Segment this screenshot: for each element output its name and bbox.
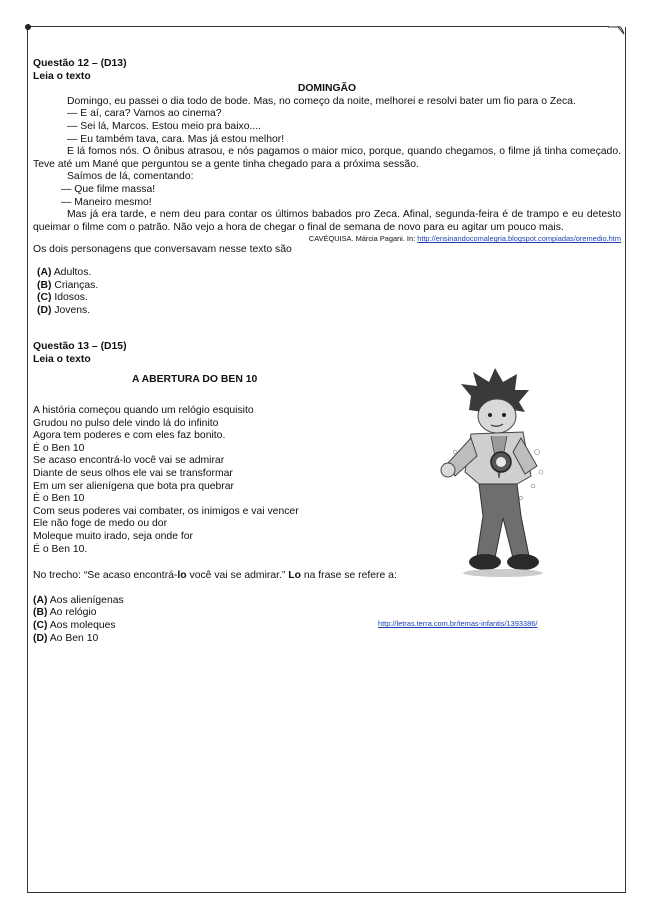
q12-header: Questão 12 – (D13) (33, 58, 127, 69)
q13-option-a[interactable]: (A) Aos alienígenas (33, 594, 124, 606)
q13-header: Questão 13 – (D15) (33, 341, 127, 353)
q12-source (33, 234, 621, 244)
q13-option-d[interactable]: (D) Ao Ben 10 (33, 632, 99, 644)
poem-line: A história começou quando um relógio esquisito (33, 405, 254, 417)
q12-dialogue-line: — Que filme massa! (61, 183, 156, 195)
poem-line: É o Ben 10 (33, 493, 85, 505)
q12-option-c[interactable]: (C) Idosos. (37, 292, 88, 304)
worksheet-content (33, 58, 621, 645)
q12-paragraph-4: Mas já era tarde, e nem deu para contar os últimos babados pro Zeca. Afinal, segunda-feira é de trampo e eu detesto queimar o filme com o patrão. Não vejo a hora de chegar o final de semana de novo para eu agitar um pouco mais. (33, 209, 621, 233)
q12-dialogue-line: — E aí, cara? Vamos ao cinema? (67, 108, 222, 120)
q12-dialogue-line: — Eu também tava, cara. Mas já estou melhor! (67, 133, 285, 145)
poem-line: Em um ser alienígena que bota pra quebrar (33, 480, 235, 492)
q12-dialogue-line: — Maneiro mesmo! (61, 196, 152, 208)
poem-line: É o Ben 10 (33, 442, 85, 454)
q12-paragraph-3: Saímos de lá, comentando: (67, 171, 194, 183)
poem-line: Grudou no pulso dele vindo lá do infinito (33, 417, 219, 429)
q12-options (33, 267, 621, 317)
poem-line: Diante de seus olhos ele vai se transformar (33, 468, 233, 480)
poem-line: Com seus poderes vai combater, os inimigos e vai vencer (33, 505, 299, 517)
corner-marker (25, 24, 31, 30)
q12-text-title: DOMINGÃO (297, 83, 357, 95)
q12-option-d[interactable]: (D) Jovens. (37, 304, 91, 316)
q13-option-b[interactable]: (B) Ao relógio (33, 607, 97, 619)
q12-instruction: Leia o texto (33, 70, 91, 82)
q12-source-text: CAVÉQUISA. Márcia Pagani. In: (308, 234, 418, 244)
poem-line: É o Ben 10. (33, 543, 88, 555)
q12-option-b[interactable]: (B) Crianças. (37, 279, 99, 291)
q13-option-c[interactable]: (C) Aos moleques (33, 619, 116, 631)
poem-line: Se acaso encontrá-lo você vai se admirar (33, 455, 225, 467)
q12-paragraph-2: E lá fomos nós. O ônibus atrasou, e nós pagamos o maior mico, porque, quando chegamos, o filme já tinha começado. Teve até um Mané que perguntou se a gente tinha chegado para a próxima sessão. (33, 146, 621, 170)
ben10-character-illustration (433, 366, 563, 581)
q12-dialogue-line: — Sei lá, Marcos. Estou meio pra baixo.... (67, 120, 262, 132)
poem-line: Agora tem poderes e com eles faz bonito. (33, 430, 226, 442)
q12-paragraph-1: Domingo, eu passei o dia todo de bode. Mas, no começo da noite, melhorei e resolvi bater um fio para o Zeca. (67, 95, 576, 107)
folded-corner-icon (606, 22, 626, 36)
poem-line: Ele não foge de medo ou dor (33, 518, 168, 530)
q13-question: No trecho: “Se acaso encontrá-lo você vai se admirar.” Lo na frase se refere a: (33, 570, 397, 582)
poem-line: Moleque muito irado, seja onde for (33, 531, 193, 542)
q12-option-a[interactable]: (A) Adultos. (37, 266, 92, 278)
q13-image-source-link[interactable]: http://letras.terra.com.br/temas-infantis/1393386/ (378, 619, 538, 629)
q12-source-link[interactable]: http://ensinandocomalegria.blogspot.compiadas/oremedio.htm (417, 234, 621, 244)
q13-poem-title: A ABERTURA DO BEN 10 (132, 374, 258, 386)
q13-instruction: Leia o texto (33, 353, 91, 365)
q12-question: Os dois personagens que conversavam nesse texto são (33, 244, 292, 256)
